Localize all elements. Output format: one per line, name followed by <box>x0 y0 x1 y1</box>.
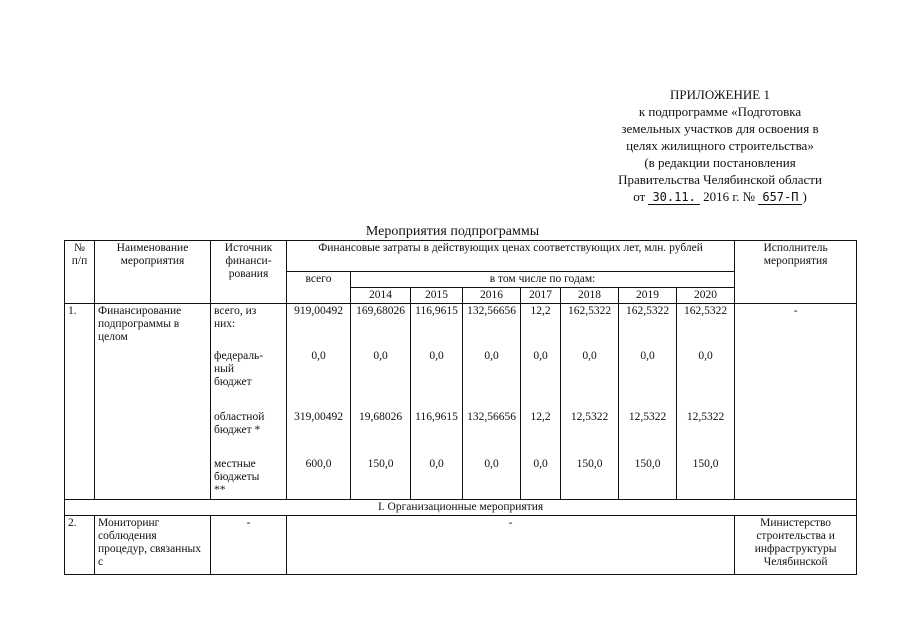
row1-col-2015 <box>411 304 463 500</box>
value-cell: 0,0 <box>582 350 597 362</box>
value-cell: 0,0 <box>484 458 499 470</box>
row1-col-2014 <box>351 304 411 500</box>
section-title: I. Организационные мероприятия <box>65 500 857 516</box>
appendix-line-1: ПРИЛОЖЕНИЕ 1 <box>670 87 770 102</box>
header-total: всего <box>287 272 351 304</box>
value-cell: 0,0 <box>533 350 548 362</box>
value-cell: 162,5322 <box>683 305 728 317</box>
value-cell: 150,0 <box>576 458 603 470</box>
date-year: 2016 г. № <box>703 189 756 204</box>
header-source: Источник финанси-рования <box>211 241 287 304</box>
value-cell: 0,0 <box>640 350 655 362</box>
value-cell: 162,5322 <box>567 305 612 317</box>
value-cell: 0,0 <box>533 458 548 470</box>
header-by-years: в том числе по годам: <box>351 272 735 288</box>
appendix-block <box>560 86 880 206</box>
row1-sources <box>211 304 287 500</box>
table-title: Мероприятия подпрограммы <box>365 224 540 239</box>
source-label: местные бюджеты ** <box>214 458 260 496</box>
header-year: 2020 <box>677 288 735 304</box>
row1-executor: - <box>735 304 857 500</box>
value-cell: 0,0 <box>429 350 444 362</box>
value-cell: 150,0 <box>692 458 719 470</box>
value-cell: 0,0 <box>373 350 388 362</box>
measures-table <box>64 240 857 575</box>
appendix-line-3: земельных участков для освоения в <box>621 121 819 136</box>
value-cell: 116,9615 <box>415 305 458 317</box>
value-cell: 600,0 <box>305 458 332 470</box>
value-cell: 150,0 <box>634 458 661 470</box>
appendix-date-line <box>560 188 880 206</box>
header-executor: Исполнитель мероприятия <box>735 241 857 304</box>
value-cell: 132,56656 <box>467 305 516 317</box>
date-suffix: ) <box>802 189 807 204</box>
row-monitoring <box>65 516 857 575</box>
value-cell: 12,5322 <box>628 411 667 423</box>
header-costs: Финансовые затраты в действующих ценах соответствующих лет, млн. рублей <box>287 241 735 272</box>
row2-source: - <box>211 516 287 575</box>
row2-num: 2. <box>65 516 95 575</box>
value-cell: 12,5322 <box>686 411 725 423</box>
header-row-1 <box>65 241 857 272</box>
value-cell: 919,00492 <box>294 305 343 317</box>
date-value: 30.11. <box>648 190 699 205</box>
value-cell: 132,56656 <box>467 411 516 423</box>
row2-name: Мониторинг соблюдения процедур, связанных с <box>95 516 211 575</box>
row1-num: 1. <box>65 304 95 500</box>
doc-number: 657-П <box>758 190 802 205</box>
header-year: 2014 <box>351 288 411 304</box>
section-row <box>65 500 857 516</box>
header-year: 2018 <box>561 288 619 304</box>
source-label: областной бюджет * <box>214 411 265 436</box>
value-cell: 12,2 <box>530 305 551 317</box>
row2-executor: Министерство строительства и инфраструктуры Челябинской <box>735 516 857 575</box>
value-cell: 116,9615 <box>415 411 458 423</box>
value-cell: 169,68026 <box>356 305 405 317</box>
value-cell: 162,5322 <box>625 305 670 317</box>
value-cell: 0,0 <box>484 350 499 362</box>
header-num: № п/п <box>65 241 95 304</box>
header-year: 2016 <box>463 288 521 304</box>
value-cell: 12,2 <box>530 411 551 423</box>
header-year: 2017 <box>521 288 561 304</box>
row1-col-2018 <box>561 304 619 500</box>
source-label: федераль-ный бюджет <box>214 350 264 388</box>
value-cell: 12,5322 <box>570 411 609 423</box>
header-year: 2019 <box>619 288 677 304</box>
row1-col-2017 <box>521 304 561 500</box>
row1-col-total <box>287 304 351 500</box>
row1-name: Финансирование подпрограммы в целом <box>95 304 211 500</box>
header-year: 2015 <box>411 288 463 304</box>
value-cell: 19,68026 <box>358 411 403 423</box>
row1-col-2019 <box>619 304 677 500</box>
value-cell: 150,0 <box>367 458 394 470</box>
row1-col-2020 <box>677 304 735 500</box>
value-cell: 0,0 <box>311 350 326 362</box>
date-prefix: от <box>633 189 646 204</box>
row-financing <box>65 304 857 500</box>
appendix-line-5: (в редакции постановления <box>644 155 796 170</box>
appendix-line-4: целях жилищного строительства» <box>626 138 814 153</box>
value-cell: 319,00492 <box>294 411 343 423</box>
value-cell: 0,0 <box>698 350 713 362</box>
header-name: Наименование мероприятия <box>95 241 211 304</box>
value-cell: 0,0 <box>429 458 444 470</box>
row1-col-2016 <box>463 304 521 500</box>
source-label: всего, из них: <box>214 305 257 330</box>
appendix-line-2: к подпрограмме «Подготовка <box>638 104 802 119</box>
appendix-line-6: Правительства Челябинской области <box>618 172 822 187</box>
row2-costs: - <box>287 516 735 575</box>
